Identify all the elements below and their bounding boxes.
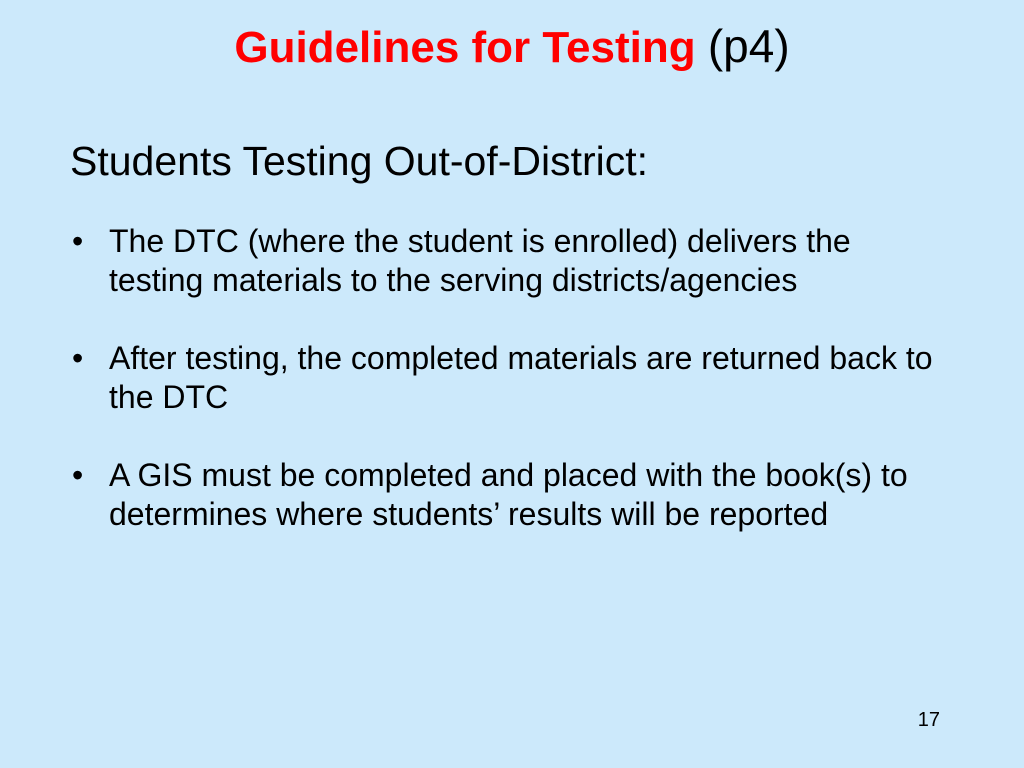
slide-subtitle: Students Testing Out-of-District: [70, 138, 649, 184]
slide-title-suffix: (p4) [707, 20, 790, 72]
page-number: 17 [917, 709, 940, 731]
bullet-text: After testing, the completed materials are returned back to the DTC [109, 340, 933, 415]
slide-title [0, 16, 1024, 78]
bullet-text: The DTC (where the student is enrolled) delivers the testing materials to the serving districts/agencies [109, 223, 851, 298]
bullet-icon: • [72, 340, 84, 376]
slide-title-main: Guidelines for Testing [234, 23, 696, 72]
bullet-item [70, 222, 950, 300]
bullet-item [70, 456, 950, 534]
bullet-icon: • [72, 457, 84, 493]
bullet-text: A GIS must be completed and placed with the book(s) to determines where students’ results will be reported [109, 457, 908, 532]
bullet-icon: • [72, 223, 84, 259]
bullet-item [70, 339, 950, 417]
bullet-list [70, 222, 950, 573]
